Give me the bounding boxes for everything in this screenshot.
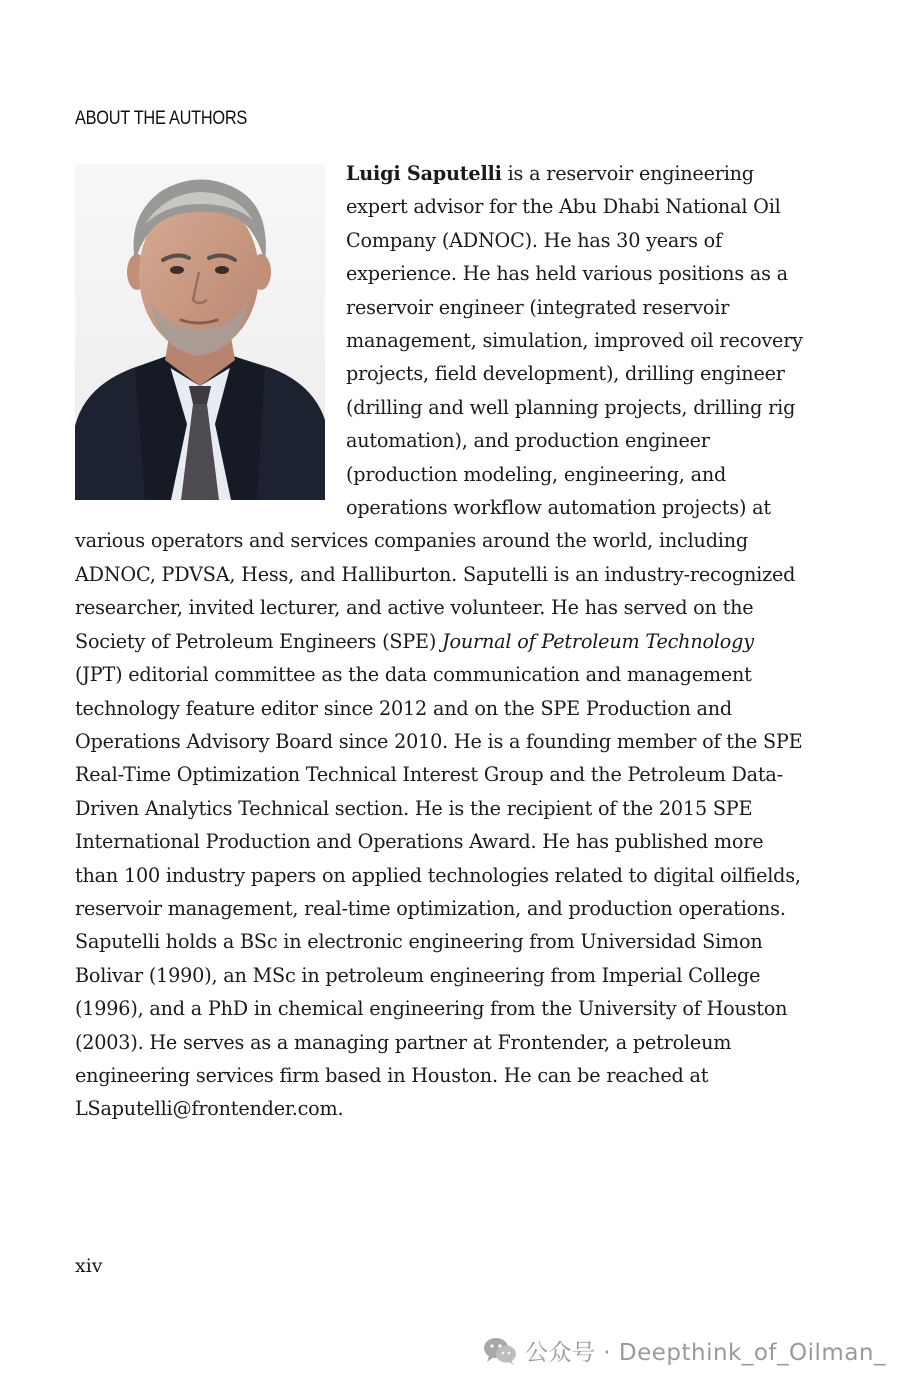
author-bio: [75, 157, 805, 1126]
watermark: [483, 1334, 886, 1367]
watermark-text: 公众号 · Deepthink_of_Oilman_: [524, 1340, 886, 1366]
page-number: xiv: [75, 1255, 103, 1277]
author-portrait: [75, 164, 325, 500]
bio-text-part2: (JPT) editorial committee as the data communication and management technology feature editor since 2012 and on the SPE Production and Operations Advisory Board since 2010. He is a founding member of the SPE Real-Time Optimization Technical Interest Group and the Petroleum Data-Driven Analytics Technical section. He is the recipient of the 2015 SPE International Production and Operations Award. He has published more than 100 industry papers on applied technologies related to digital oilfields, reservoir management, real-time optimization, and production operations. Saputelli holds a BSc in electronic engineering from Universidad Simon Bolivar (1990), an MSc in petroleum engineering from Imperial College (1996), and a PhD in chemical engineering from the University of Houston (2003). He serves as a managing partner at Frontender, a petroleum engineering services firm based in Houston. He can be reached at LSaputelli@frontender.com.: [75, 663, 803, 1121]
journal-title: Journal of Petroleum Technology: [442, 629, 754, 653]
section-heading: ABOUT THE AUTHORS: [75, 108, 248, 129]
author-name: Luigi Saputelli: [346, 162, 502, 185]
wechat-icon: [483, 1336, 517, 1366]
bio-text-part1: is a reservoir engineering expert advisor for the Abu Dhabi National Oil Company (ADNOC). He has 30 years of experience. He has held various positions as a reservoir engineer (integrated reservoir management, simulation, improved oil recovery projects, field development), drilling engineer (drilling and well planning projects, drilling rig automation), and production engineer (production modeling, engineering, and operations workflow automation projects) at various operators and services companies around the world, including ADNOC, PDVSA, Hess, and Halliburton. Saputelli is an industry-recognized researcher, invited lecturer, and active volunteer. He has served on the Society of Petroleum Engineers (SPE): [75, 162, 803, 653]
